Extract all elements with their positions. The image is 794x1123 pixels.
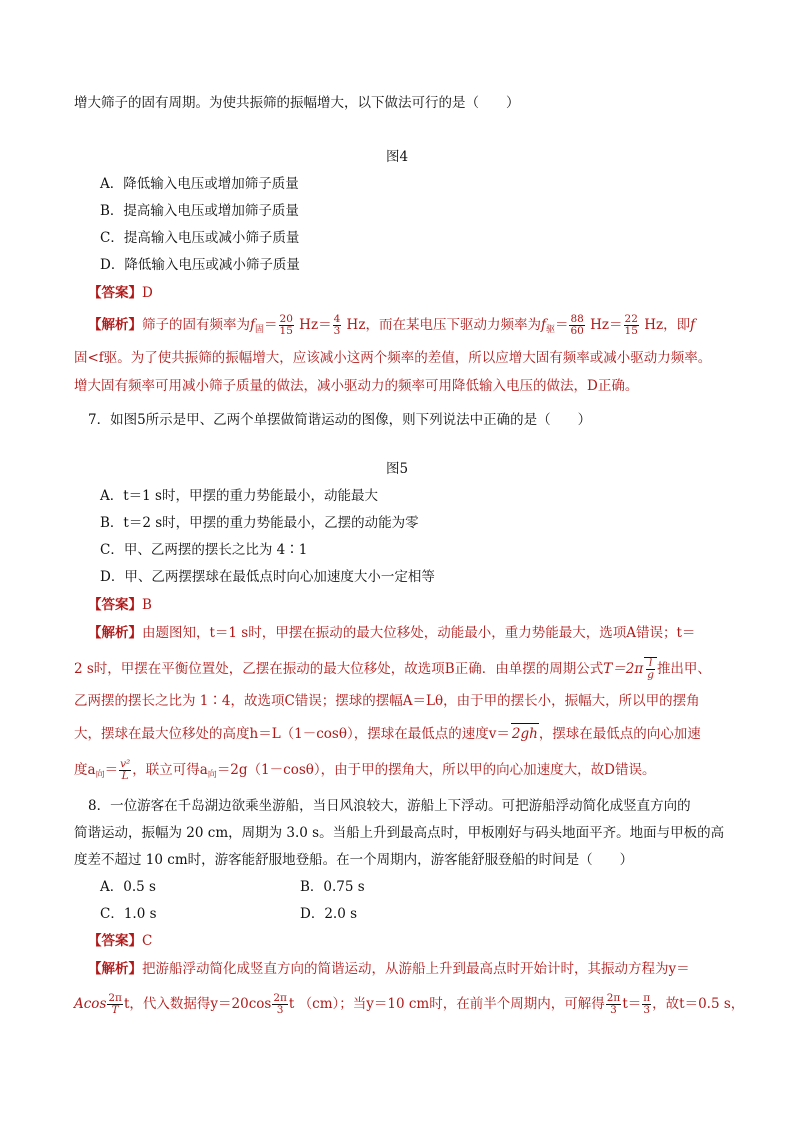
q6-analysis-line-3: 增大固有频率可用减小筛子质量的做法，减小驱动力的频率可用降低输入电压的做法，D正确。 [74, 378, 639, 394]
fraction: $\frac{\text{v²}}{L}$ [120, 758, 131, 782]
q6-option-d: D．降低输入电压或减小筛子质量 [100, 257, 300, 273]
q6-option-c: C．提高输入电压或减小筛子质量 [100, 230, 300, 246]
q6-analysis-line-2: 固<f驱。为了使共振筛的振幅增大，应该减小这两个频率的差值，所以应增大固有频率或减小驱动力频率。 [74, 350, 712, 366]
q8-answer [88, 931, 152, 951]
q7-answer [88, 595, 152, 615]
q7-analysis-line-5: 度$a_向=$ $\frac{\text{v²}}{L}$ ，联立可得$a_向=2g(1-\cos\theta)$，由于甲的摆角大，所以甲的向心加速度大，故D错误。 [74, 758, 656, 782]
q7-option-c: C．甲、乙两摆的摆长之比为 4∶1 [100, 542, 308, 558]
sqrt: $\frac{l}{g}$ [644, 657, 657, 681]
q8-option-b: B．0.75 s [300, 879, 365, 895]
q6-stem-tail: 增大筛子的固有周期。为使共振筛的振幅增大，以下做法可行的是（ ） [74, 95, 520, 111]
answer-value: D [142, 285, 153, 301]
q8-option-d: D．2.0 s [300, 906, 358, 922]
fraction: $\frac{2\pi}{T}$ [108, 992, 122, 1016]
fraction: $\frac{2\pi}{3}$ [606, 992, 621, 1016]
fraction: $\frac{20}{15}$ [279, 313, 293, 337]
q7-option-d: D．甲、乙两摆摆球在最低点时向心加速度大小一定相等 [100, 569, 435, 585]
q8-stem-line-1: 8．一位游客在千岛湖边欲乘坐游船，当日风浪较大，游船上下浮动。可把游船浮动简化成竖直方向的 [88, 798, 691, 814]
q7-analysis-line-3: 乙两摆的摆长之比为 1∶4，故选项C错误；摆球的摆幅A＝Lθ，由于甲的摆长小，振幅大，所以甲的摆角 [74, 693, 700, 709]
analysis-tag: 【解析】 [88, 625, 142, 641]
fraction: $\frac{4}{3}$ [333, 313, 341, 337]
q6-option-b: B．提高输入电压或增加筛子质量 [100, 203, 299, 219]
q8-analysis-line-1: 【解析】把游船浮动简化成竖直方向的简谐运动，从游船上升到最高点时开始计时，其振动方程为y＝ [88, 961, 690, 977]
fraction: $\frac{\pi}{3}$ [643, 992, 651, 1016]
q8-stem-line-2: 简谐运动，振幅为 20 cm，周期为 3.0 s。当船上升到最高点时，甲板刚好与码头地面平齐。地面与甲板的高 [74, 825, 725, 841]
figure-4-caption: 图4 [385, 149, 409, 165]
q7-stem: 7．如图5所示是甲、乙两个单摆做简谐运动的图像，则下列说法中正确的是（ ） [88, 412, 592, 428]
q8-option-c: C．1.0 s [100, 906, 157, 922]
q6-answer [88, 283, 153, 303]
fraction: $\frac{2\pi}{3}$ [273, 992, 287, 1016]
q8-analysis-line-2: Acos $\frac{2\pi}{T}$ t，代入数据得y＝20cos $\frac{2\pi}{3}$ t （cm）；当y＝10 cm时，在前半个周期内，可解得 $\frac{2\pi}{3}$ t＝ $\frac{\pi}{3}$ ，故t＝0.5 s， [74, 992, 745, 1016]
q7-option-a: A．t＝1 s时，甲摆的重力势能最小，动能最大 [100, 488, 378, 504]
sqrt: 2gh [511, 723, 539, 744]
fraction: $\frac{22}{15}$ [624, 313, 638, 337]
answer-value: B [142, 597, 152, 613]
q7-analysis-line-1: 【解析】由题图知，t＝1 s时，甲摆在振动的最大位移处，动能最小，重力势能最大，选项A错误；t＝ [88, 625, 696, 641]
q6-analysis-line-1: 【解析】筛子的固有频率为$f_固=$ $\frac{20}{15}$ Hz＝ $\frac{4}{3}$ Hz，而在某电压下驱动力频率为$f_驱=$ $\frac{88}{60}$ Hz＝ $\frac{22}{15}$ Hz，即f [88, 313, 696, 337]
answer-value: C [142, 933, 153, 949]
q7-analysis-line-4: 大，摆球在最大位移处的高度h＝L（1－cosθ），摆球在最低点的速度v＝ 2gh，摆球在最低点的向心加速 [74, 723, 701, 744]
answer-tag: 【答案】 [88, 285, 142, 301]
fraction: $\frac{88}{60}$ [570, 313, 584, 337]
q6-option-a: A．降低输入电压或增加筛子质量 [100, 176, 299, 192]
figure-5-caption: 图5 [385, 461, 409, 477]
q8-stem-line-3: 度差不超过 10 cm时，游客能舒服地登船。在一个周期内，游客能舒服登船的时间是（ ） [74, 852, 634, 868]
analysis-tag: 【解析】 [88, 961, 142, 977]
q8-option-a: A．0.5 s [100, 879, 156, 895]
answer-tag: 【答案】 [88, 933, 142, 949]
q7-option-b: B．t＝2 s时，甲摆的重力势能最小，乙摆的动能为零 [100, 515, 419, 531]
q7-analysis-line-2: 2 s时，甲摆在平衡位置处，乙摆在振动的最大位移处，故选项B正确．由单摆的周期公式T＝2π $\frac{l}{g}$ 推出甲、 [74, 657, 711, 681]
answer-tag: 【答案】 [88, 597, 142, 613]
analysis-tag: 【解析】 [88, 317, 142, 333]
